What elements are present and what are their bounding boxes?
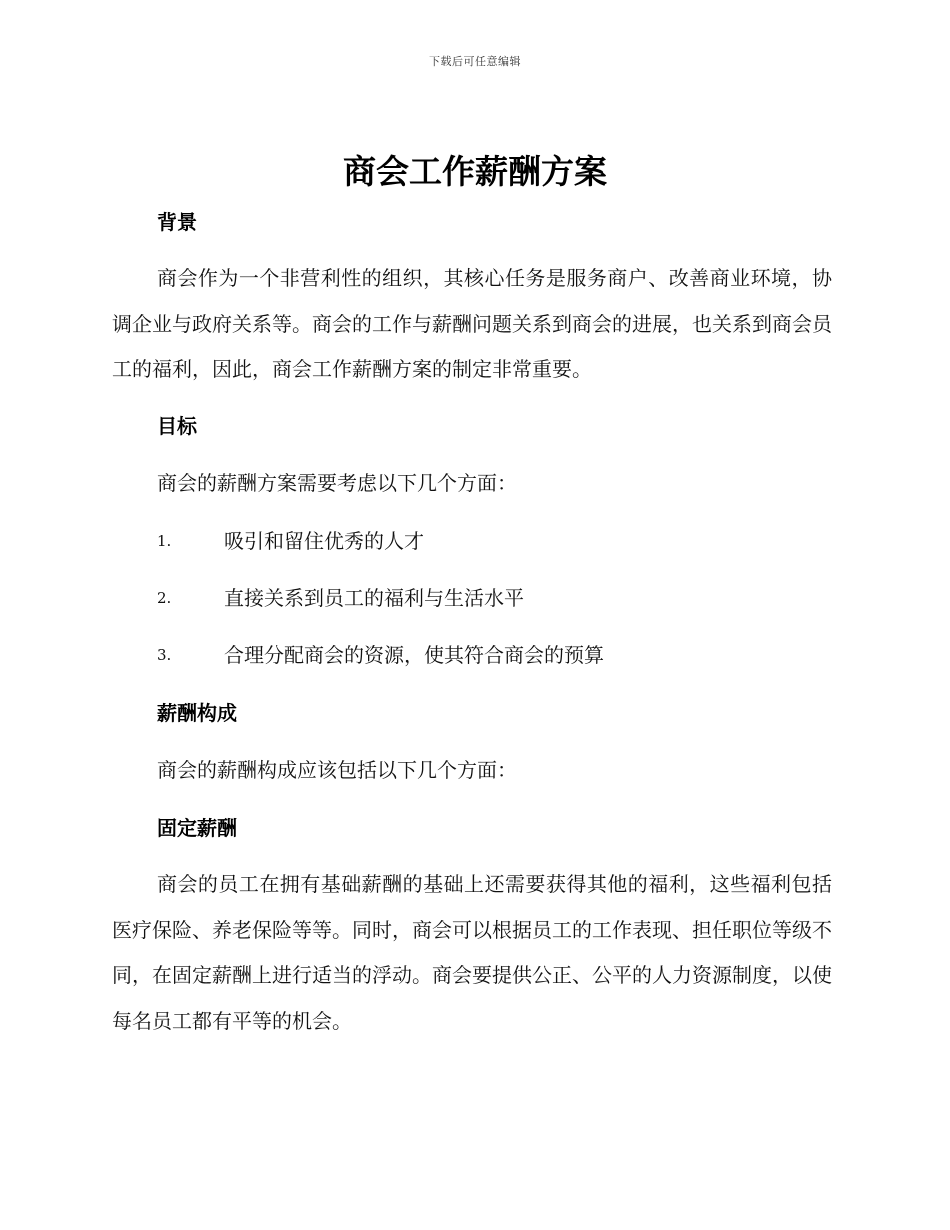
list-text: 吸引和留住优秀的人才 [224,529,424,553]
list-number: 3. [157,646,172,664]
list-item [157,584,837,612]
list-item [157,641,837,669]
section-heading-background: 背景 [157,210,197,234]
background-paragraph: 商会作为一个非营利性的组织，其核心任务是服务商户、改善商业环境，协调企业与政府关系等。商会的工作与薪酬问题关系到商会的进展，也关系到商会员工的福利，因此，商会工作薪酬方案的制定非常重要。 [112,266,832,381]
page-header: 下载后可任意编辑 [429,55,521,68]
list-text: 直接关系到员工的福利与生活水平 [224,586,524,610]
goals-intro: 商会的薪酬方案需要考虑以下几个方面： [157,471,517,495]
list-text: 合理分配商会的资源，使其符合商会的预算 [224,643,604,667]
fixed-pay-paragraph: 商会的员工在拥有基础薪酬的基础上还需要获得其他的福利，这些福利包括医疗保险、养老保险等等。同时，商会可以根据员工的工作表现、担任职位等级不同，在固定薪酬上进行适当的浮动。商会要提供公正、公平的人力资源制度，以使每名员工都有平等的机会。 [112,872,832,1033]
list-item [157,527,837,555]
structure-intro: 商会的薪酬构成应该包括以下几个方面： [157,758,517,782]
list-number: 1. [157,532,172,550]
section-heading-fixed-pay: 固定薪酬 [157,816,237,840]
section-heading-structure: 薪酬构成 [157,701,237,725]
document-title: 商会工作薪酬方案 [343,152,607,191]
list-number: 2. [157,589,172,607]
section-heading-goals: 目标 [157,414,197,438]
